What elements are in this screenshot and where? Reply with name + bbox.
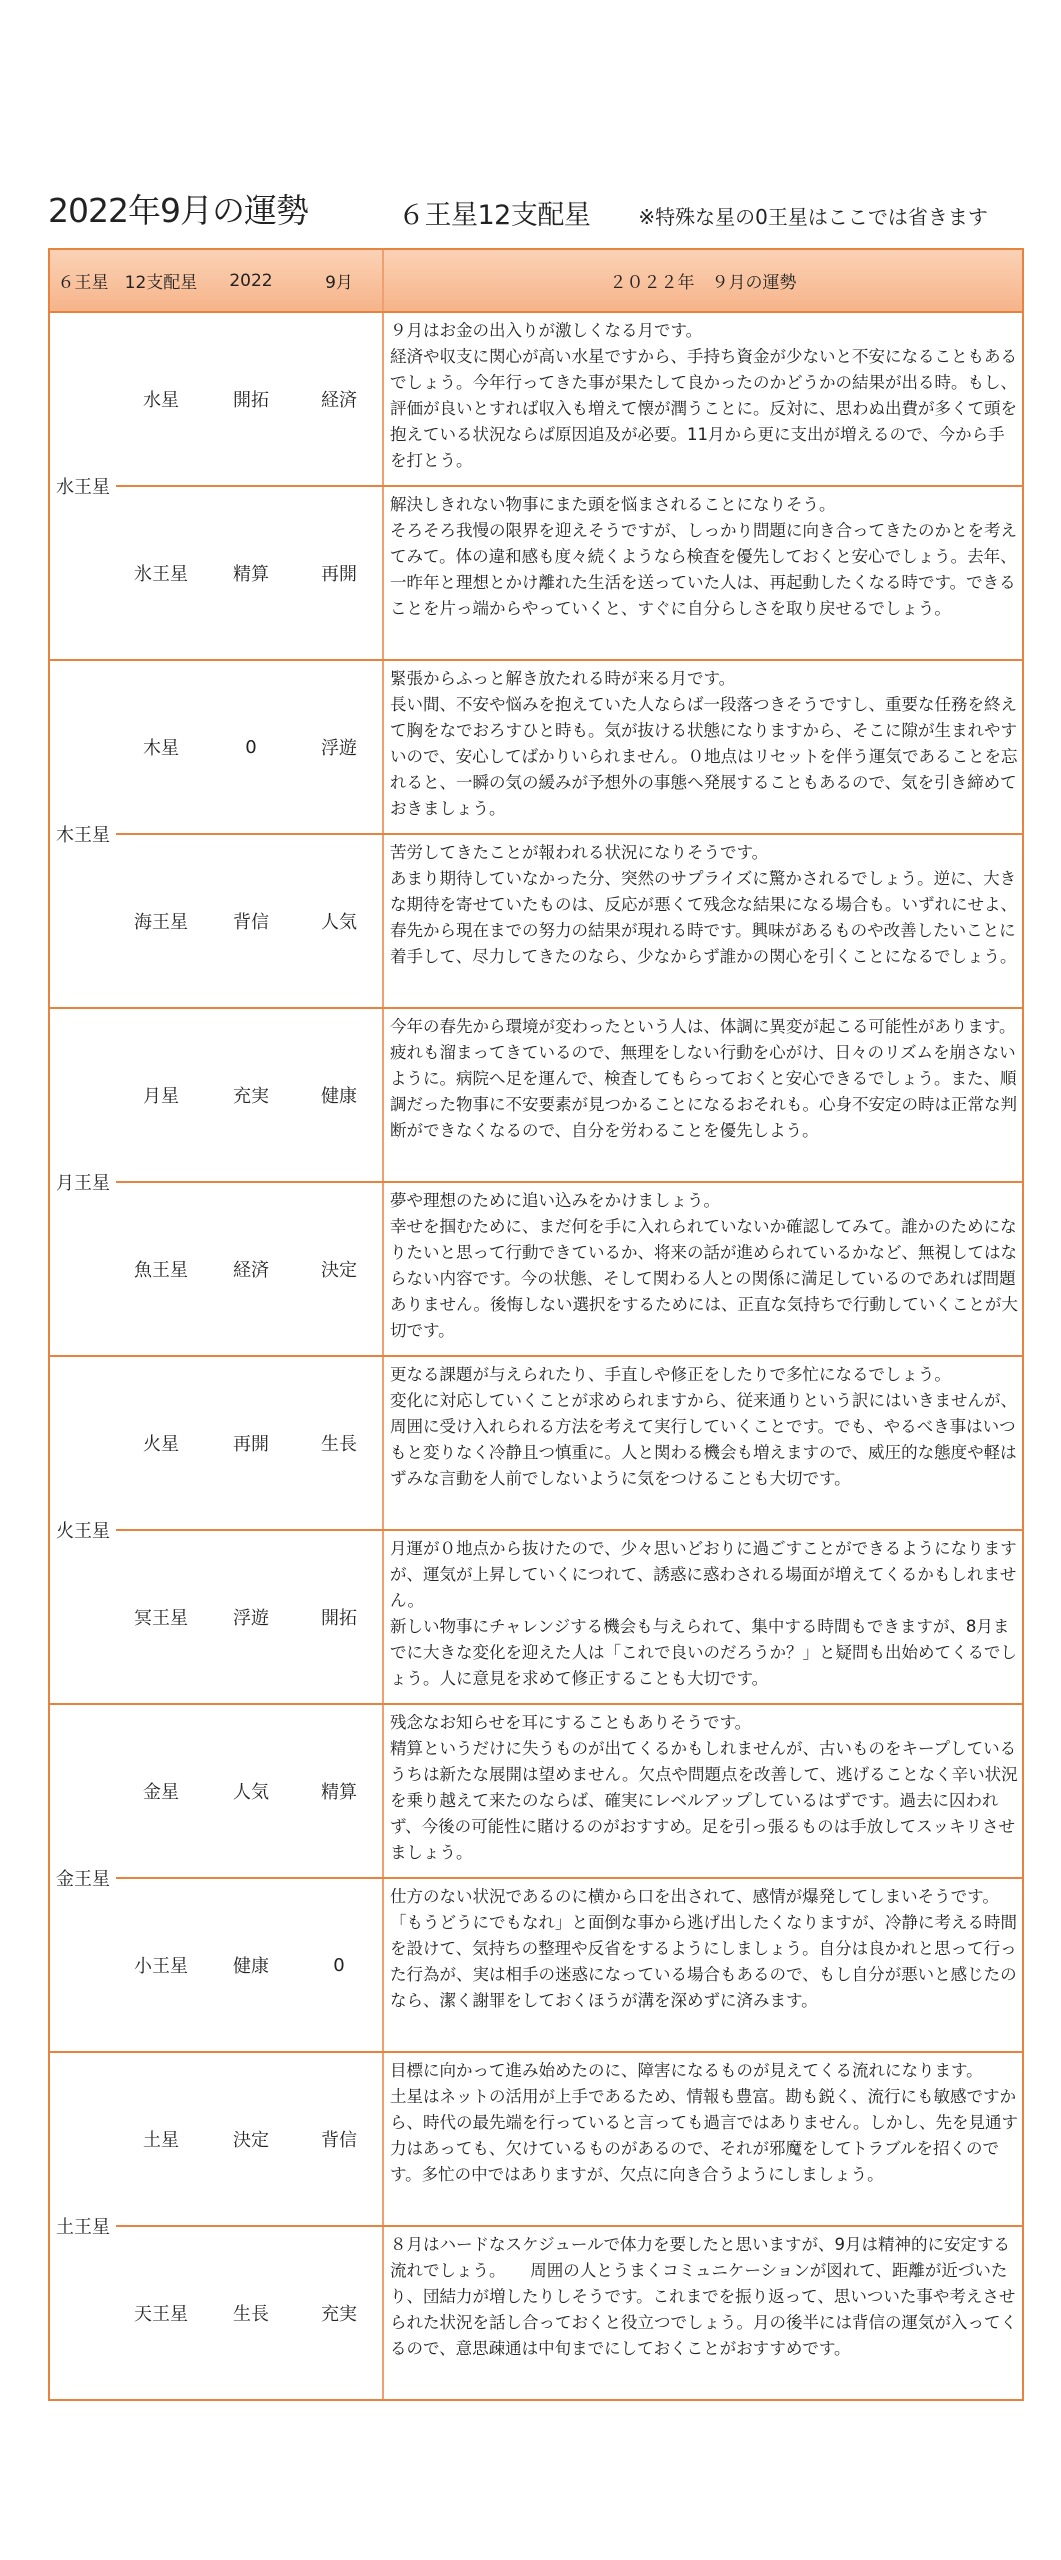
group-name: 火王星 [56,1521,110,1542]
month-cell: 背信 [321,2130,357,2151]
table-row [116,1357,1022,1529]
sub-star-cell: 海王星 [134,912,188,933]
fortune-text: 仕方のない状況であるのに横から口を出されて、感情が爆発してしまいそうです。 「もうどうにでもなれ」と面倒な事から逃げ出したくなりますが、冷静に考える時間を設けて、気持ちの整理や反省をするようにしましょう。自分は良かれと思って行った行為が、実は相手の迷惑になっている場合もあるので、もし自分が悪いと感じたのなら、潔く謝罪をしておくほうが溝を深めずに済みます。 [382,1879,1022,2051]
sub-star-cell: 火星 [143,1434,179,1455]
month-cell: 充実 [321,2304,357,2325]
year-cell: 精算 [233,564,269,585]
table-row [116,485,1022,659]
year-cell: 健康 [233,1956,269,1977]
group-name: 土王星 [56,2217,110,2238]
table-row [116,1529,1022,1703]
table-header [50,250,1022,313]
fortune-text: 残念なお知らせを耳にすることもありそうです。 精算というだけに失うものが出てくるかもしれませんが、古いものをキープしているうちは新たな展開は望めません。欠点や問題点を改善して、逃げることなく辛い状況を乗り越えて来たのならば、確実にレベルアップしているはずです。過去に囚われず、今後の可能性に賭けるのがおすすめ。足を引っ張るものは手放してスッキリさせましょう。 [382,1705,1022,1877]
sub-star-cell: 金星 [143,1782,179,1803]
table-row [116,2225,1022,2399]
year-cell: 再開 [233,1434,269,1455]
month-cell: 精算 [321,1782,357,1803]
table-row [116,1181,1022,1355]
page-note: ※特殊な星の0王星はここでは省きます [638,205,988,229]
month-cell: 決定 [321,1260,357,1281]
column-header-star: ６王星 [57,273,109,293]
year-cell: 浮遊 [233,1608,269,1629]
column-header-sub-star: 12支配星 [124,273,198,293]
table-row [116,1009,1022,1181]
group-name: 木王星 [56,825,110,846]
sub-star-cell: 氷王星 [134,564,188,585]
fortune-text: 目標に向かって進み始めたのに、障害になるものが見えてくる流れになります。 土星はネットの活用が上手であるため、情報も豊富。勘も鋭く、流行にも敏感ですから、時代の最先端を行っていると言っても過言ではありません。しかし、先を見通す力はあっても、欠けているものがあるので、それが邪魔をしてトラブルを招くのです。多忙の中ではありますが、欠点に向き合うようにしましょう。 [382,2053,1022,2225]
year-cell: 生長 [233,2304,269,2325]
page-subtitle: ６王星12支配星 [397,200,591,231]
column-header-month: 9月 [325,273,353,293]
page-title: 2022年9月の運勢 [48,191,308,230]
sub-star-cell: 小王星 [134,1956,188,1977]
month-cell: 人気 [321,912,357,933]
sub-star-cell: 魚王星 [134,1260,188,1281]
group-name: 月王星 [56,1173,110,1194]
table-row [116,1705,1022,1877]
fortune-text: ９月はお金の出入りが激しくなる月です。 経済や収支に関心が高い水星ですから、手持ち資金が少ないと不安になることもあるでしょう。今年行ってきた事が果たして良かったのかどうかの結果が出る時。もし、評価が良いとすれば収入も増えて懐が潤うことに。反対に、思わぬ出費が多くて頭を抱えている状況ならば原因追及が必要。11月から更に支出が増えるので、今から手を打とう。 [382,313,1022,485]
star-group [50,313,1022,661]
year-cell: 経済 [233,1260,269,1281]
fortune-text: 月運が０地点から抜けたので、少々思いどおりに過ごすことができるようになりますが、運気が上昇していくにつれて、誘惑に惑わされる場面が増えてくるかもしれません。 新しい物事にチャレンジする機会も与えられて、集中する時間もできますが、8月までに大きな変化を迎えた人は「これで良いのだろうか？」と疑問も出始めてくるでしょう。人に意見を求めて修正することも大切です。 [382,1531,1022,1703]
month-cell: 浮遊 [321,738,357,759]
table-row [116,1877,1022,2051]
fortune-table [48,248,1024,2401]
fortune-text: 苦労してきたことが報われる状況になりそうです。 あまり期待していなかった分、突然のサプライズに驚かされるでしょう。逆に、大きな期待を寄せていたものは、反応が悪くて残念な結果になる場合も。いずれにせよ、春先から現在までの努力の結果が現れる時です。興味があるものや改善したいことに着手して、尽力してきたのなら、少なからず誰かの関心を引くことになるでしょう。 [382,835,1022,1007]
column-header-year: 2022 [229,270,273,291]
table-row [116,2053,1022,2225]
star-group [50,2053,1022,2399]
fortune-text: ８月はハードなスケジュールで体力を要したと思いますが、9月は精神的に安定する流れでしょう。 周囲の人とうまくコミュニケーションが図れて、距離が近づいたり、団結力が増したりしそうです。これまでを振り返って、思いついた事や考えさせられた状況を話し合っておくと役立つでしょう。月の後半には背信の運気が入ってくるので、意思疎通は中旬までにしておくことがおすすめです。 [382,2227,1022,2399]
fortune-text: 今年の春先から環境が変わったという人は、体調に異変が起こる可能性があります。 疲れも溜まってきているので、無理をしない行動を心がけ、日々のリズムを崩さないように。病院へ足を運んで、検査してもらっておくと安心できるでしょう。また、順調だった物事に不安要素が見つかることになるおそれも。心身不安定の時は正常な判断ができなくなるので、自分を労わることを優先しよう。 [382,1009,1022,1181]
year-cell: 開拓 [233,390,269,411]
column-header-fortune: ２０２２年 ９月の運勢 [382,250,1022,311]
month-cell: 0 [333,1954,345,1976]
fortune-text: 緊張からふっと解き放たれる時が来る月です。 長い間、不安や悩みを抱えていた人ならば一段落つきそうですし、重要な任務を終えて胸をなでおろすひと時も。気が抜ける状態になりますから、そこに隙が生まれやすいので、安心してばかりいられません。０地点はリセットを伴う運気であることを忘れると、一瞬の気の緩みが予想外の事態へ発展することもあるので、気を引き締めておきましょう。 [382,661,1022,833]
fortune-text: 更なる課題が与えられたり、手直しや修正をしたりで多忙になるでしょう。 変化に対応していくことが求められますから、従来通りという訳にはいきませんが、周囲に受け入れられる方法を考えて実行していくことです。でも、やるべき事はいつもと変りなく冷静且つ慎重に。人と関わる機会も増えますので、威圧的な態度や軽はずみな言動を人前でしないように気をつけることも大切です。 [382,1357,1022,1529]
year-cell: 人気 [233,1782,269,1803]
fortune-text: 解決しきれない物事にまた頭を悩まされることになりそう。 そろそろ我慢の限界を迎えそうですが、しっかり問題に向き合ってきたのかとを考えてみて。体の違和感も度々続くようなら検査を優先しておくと安心でしょう。去年、一昨年と理想とかけ離れた生活を送っていた人は、再起動したくなる時です。できることを片っ端からやっていくと、すぐに自分らしさを取り戻せるでしょう。 [382,487,1022,659]
sub-star-cell: 天王星 [134,2304,188,2325]
group-name: 金王星 [56,1869,110,1890]
month-cell: 生長 [321,1434,357,1455]
star-group [50,1357,1022,1705]
page-header [48,182,988,232]
sub-star-cell: 水星 [143,390,179,411]
month-cell: 再開 [321,564,357,585]
month-cell: 経済 [321,390,357,411]
table-row [116,833,1022,1007]
group-name: 水王星 [56,477,110,498]
year-cell: 0 [245,736,257,758]
star-group [50,1705,1022,2053]
month-cell: 健康 [321,1086,357,1107]
sub-star-cell: 木星 [143,738,179,759]
year-cell: 決定 [233,2130,269,2151]
month-cell: 開拓 [321,1608,357,1629]
table-row [116,661,1022,833]
star-group [50,1009,1022,1357]
year-cell: 充実 [233,1086,269,1107]
star-group [50,661,1022,1009]
sub-star-cell: 月星 [143,1086,179,1107]
year-cell: 背信 [233,912,269,933]
sub-star-cell: 冥王星 [134,1608,188,1629]
table-row [116,313,1022,485]
fortune-text: 夢や理想のために追い込みをかけましょう。 幸せを掴むために、まだ何を手に入れられていないか確認してみて。誰かのためになりたいと思って行動できているか、将来の話が進められているかなど、無視してはならない内容です。今の状態、そして関わる人との関係に満足しているのであれば問題ありません。後悔しない選択をするためには、正直な気持ちで行動していくことが大切です。 [382,1183,1022,1355]
sub-star-cell: 土星 [143,2130,179,2151]
